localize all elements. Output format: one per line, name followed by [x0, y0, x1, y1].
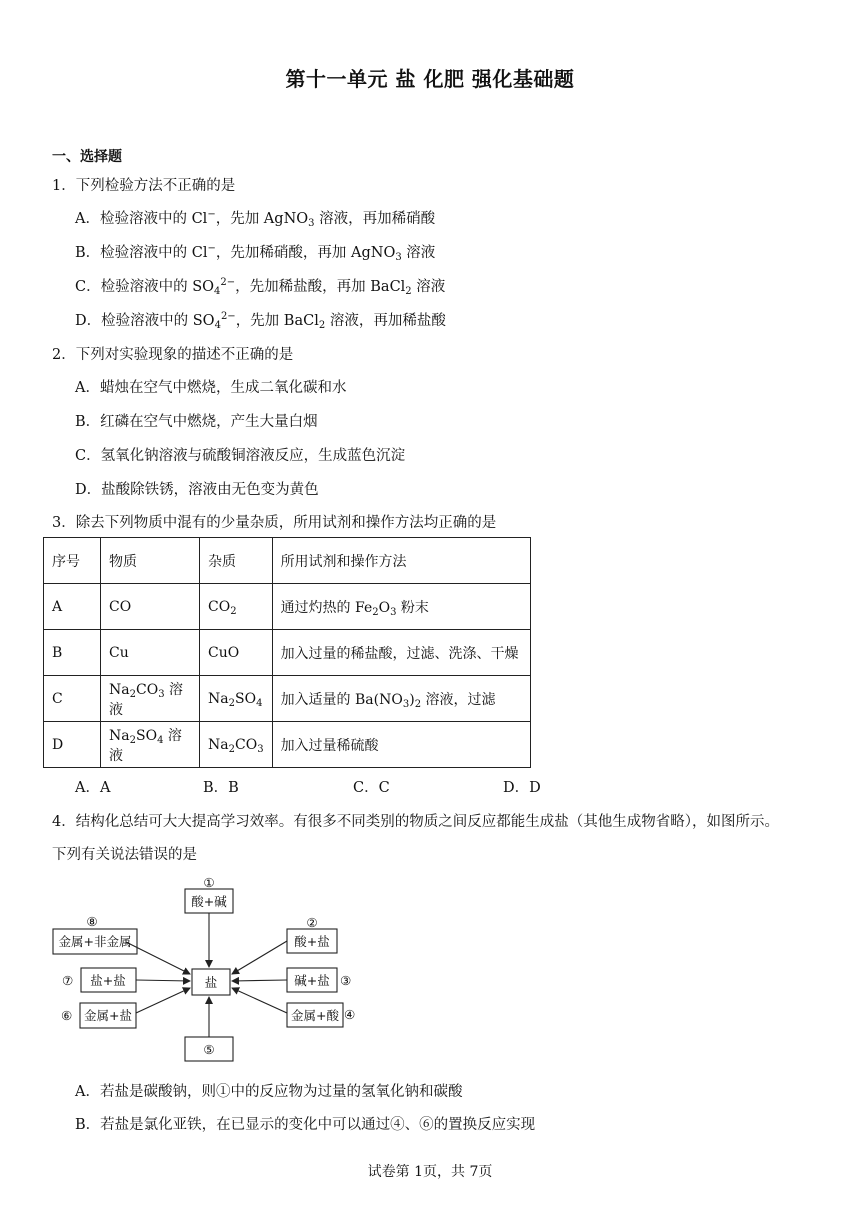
option-text: 溶液，再加稀硝酸	[314, 211, 436, 227]
box-3-label: 碱+盐	[294, 973, 330, 988]
table-cell: D	[44, 722, 101, 768]
table-cell	[272, 676, 530, 722]
subscript: 4	[157, 734, 164, 746]
table-header-row	[44, 538, 531, 584]
table-header-cell: 物质	[101, 538, 200, 584]
label-number-3: ③	[340, 973, 352, 988]
table-cell: B	[44, 630, 101, 676]
label-number-4: ④	[344, 1007, 356, 1022]
question-3-option-a[interactable]: A．A	[75, 780, 111, 796]
subscript: 2	[228, 697, 235, 709]
question-4-option-b[interactable]: B．若盐是氯化亚铁，在已显示的变化中可以通过④、⑥的置换反应实现	[75, 1117, 536, 1133]
question-3-option-c[interactable]: C．C	[353, 780, 390, 796]
cell-text: 溶液，过滤	[421, 691, 496, 708]
question-3-option-d[interactable]: D．D	[503, 780, 541, 796]
cell-text: CO	[109, 598, 132, 615]
center-salt-label: 盐	[204, 975, 218, 990]
question-1-option-c[interactable]	[75, 275, 445, 296]
question-1-option-a[interactable]	[75, 207, 435, 228]
cell-text: 通过灼热的 Fe	[280, 599, 373, 616]
table-cell	[200, 630, 273, 676]
question-1-option-d[interactable]	[75, 309, 446, 330]
cell-text: Na	[208, 690, 229, 707]
label-number-6: ⑥	[61, 1008, 73, 1023]
option-text: ，先加稀硝酸，再加 AgNO	[215, 245, 396, 261]
cell-text: Na	[109, 681, 130, 698]
table-cell	[200, 584, 273, 630]
subscript: 3	[158, 688, 165, 700]
subscript: 2	[129, 734, 136, 746]
cell-text: 加入适量的 Ba(NO	[280, 691, 403, 708]
table-cell	[101, 584, 200, 630]
subscript: 2	[414, 698, 422, 710]
superscript: 2−	[220, 277, 236, 288]
arrow-4	[232, 988, 287, 1013]
arrow-7	[136, 980, 190, 981]
cell-text: )	[409, 691, 415, 708]
table-cell	[101, 676, 200, 722]
cell-text: Na	[208, 736, 229, 753]
subscript: 3	[390, 606, 397, 618]
question-2-option-b[interactable]: B．红磷在空气中燃烧，产生大量白烟	[75, 414, 318, 430]
table-row	[44, 676, 531, 722]
box-7-label: 盐+盐	[90, 973, 126, 988]
subscript: 4	[256, 697, 263, 709]
option-text: ，先加稀盐酸，再加 BaCl	[235, 279, 406, 295]
cell-text: 加入过量的稀盐酸，过滤、洗涤、干燥	[280, 645, 519, 662]
box-4-label: 金属+酸	[291, 1008, 339, 1023]
subscript: 3	[402, 698, 410, 710]
superscript: −	[207, 243, 216, 254]
label-number-7: ⑦	[62, 973, 74, 988]
box-8-label: 金属+非金属	[58, 934, 132, 949]
option-text: ，先加 BaCl	[235, 313, 319, 329]
arrow-6	[136, 988, 190, 1013]
table-cell	[101, 722, 200, 768]
subscript: 2	[228, 743, 235, 755]
table-cell	[272, 630, 530, 676]
label-number-1: ①	[203, 875, 215, 890]
cell-text: Cu	[109, 644, 129, 661]
subscript: 4	[214, 320, 221, 331]
option-text: D．检验溶液中的 SO	[75, 313, 215, 329]
cell-text: CO	[234, 736, 258, 753]
option-text: 溶液	[411, 279, 446, 295]
subscript: 2	[318, 320, 326, 331]
table-header-cell: 序号	[44, 538, 101, 584]
cell-text: 粉末	[396, 599, 429, 616]
table-cell	[272, 722, 530, 768]
cell-text: SO	[135, 727, 158, 744]
box-1-label: 酸+碱	[191, 894, 227, 909]
option-text: B．检验溶液中的 Cl	[75, 245, 208, 261]
table-row	[44, 584, 531, 630]
label-number-5: ⑤	[203, 1042, 215, 1057]
arrow-2	[232, 941, 287, 974]
salt-reaction-diagram	[0, 868, 400, 1068]
superscript: −	[207, 209, 216, 220]
question-2-option-d[interactable]: D．盐酸除铁锈，溶液由无色变为黄色	[75, 482, 319, 498]
table-cell	[200, 722, 273, 768]
option-text: ，先加 AgNO	[215, 211, 309, 227]
cell-text: CO	[208, 598, 231, 615]
option-text: A．检验溶液中的 Cl	[75, 211, 208, 227]
subscript: 4	[214, 286, 221, 297]
cell-text: 溶液	[109, 681, 184, 718]
question-1-option-b[interactable]	[75, 241, 435, 262]
cell-text: CuO	[208, 644, 240, 661]
question-1-stem: 1．下列检验方法不正确的是	[52, 178, 236, 194]
label-number-8: ⑧	[86, 914, 98, 929]
question-2-stem: 2．下列对实验现象的描述不正确的是	[52, 347, 294, 363]
table-row	[44, 630, 531, 676]
question-4-stem-continued: 下列有关说法错误的是	[52, 847, 197, 863]
question-4-option-a[interactable]: A．若盐是碳酸钠，则①中的反应物为过量的氢氧化钠和碳酸	[75, 1084, 463, 1100]
cell-text: SO	[234, 690, 257, 707]
table-cell: A	[44, 584, 101, 630]
question-2-option-c[interactable]: C．氢氧化钠溶液与硫酸铜溶液反应，生成蓝色沉淀	[75, 448, 406, 464]
cell-text: CO	[135, 681, 159, 698]
page-footer: 试卷第 1页，共 7页	[367, 1164, 493, 1180]
option-text: 溶液	[401, 245, 436, 261]
cell-text: 溶液	[109, 727, 182, 764]
question-3-option-b[interactable]: B．B	[203, 780, 239, 796]
box-2-label: 酸+盐	[294, 934, 330, 949]
subscript: 2	[129, 688, 136, 700]
box-6-label: 金属+盐	[84, 1008, 132, 1023]
question-3-stem: 3．除去下列物质中混有的少量杂质，所用试剂和操作方法均正确的是	[52, 515, 497, 531]
question-3-table	[43, 537, 531, 768]
label-number-2: ②	[306, 915, 318, 930]
table-header-cell: 杂质	[200, 538, 273, 584]
cell-text: 加入过量稀硫酸	[280, 737, 379, 754]
subscript: 2	[372, 606, 379, 618]
table-cell	[101, 630, 200, 676]
table-cell: C	[44, 676, 101, 722]
question-4-stem: 4．结构化总结可大大提高学习效率。有很多不同类别的物质之间反应都能生成盐（其他生成物省略），如图所示。	[52, 814, 779, 830]
table-cell	[200, 676, 273, 722]
question-2-option-a[interactable]: A．蜡烛在空气中燃烧，生成二氧化碳和水	[75, 380, 347, 396]
subscript: 2	[405, 286, 412, 297]
option-text: 溶液，再加稀盐酸	[325, 313, 446, 329]
cell-text: Na	[109, 727, 130, 744]
section-heading: 一、选择题	[52, 149, 122, 165]
option-text: C．检验溶液中的 SO	[75, 279, 215, 295]
page-title: 第十一单元 盐 化肥 强化基础题	[285, 67, 575, 91]
cell-text: O	[378, 599, 391, 616]
superscript: 2−	[220, 311, 236, 322]
table-header-cell: 所用试剂和操作方法	[272, 538, 530, 584]
table-cell	[272, 584, 530, 630]
subscript: 3	[395, 252, 402, 263]
subscript: 2	[230, 605, 237, 617]
arrow-3	[232, 980, 287, 981]
subscript: 3	[308, 218, 315, 229]
table-row	[44, 722, 531, 768]
subscript: 3	[257, 743, 264, 755]
